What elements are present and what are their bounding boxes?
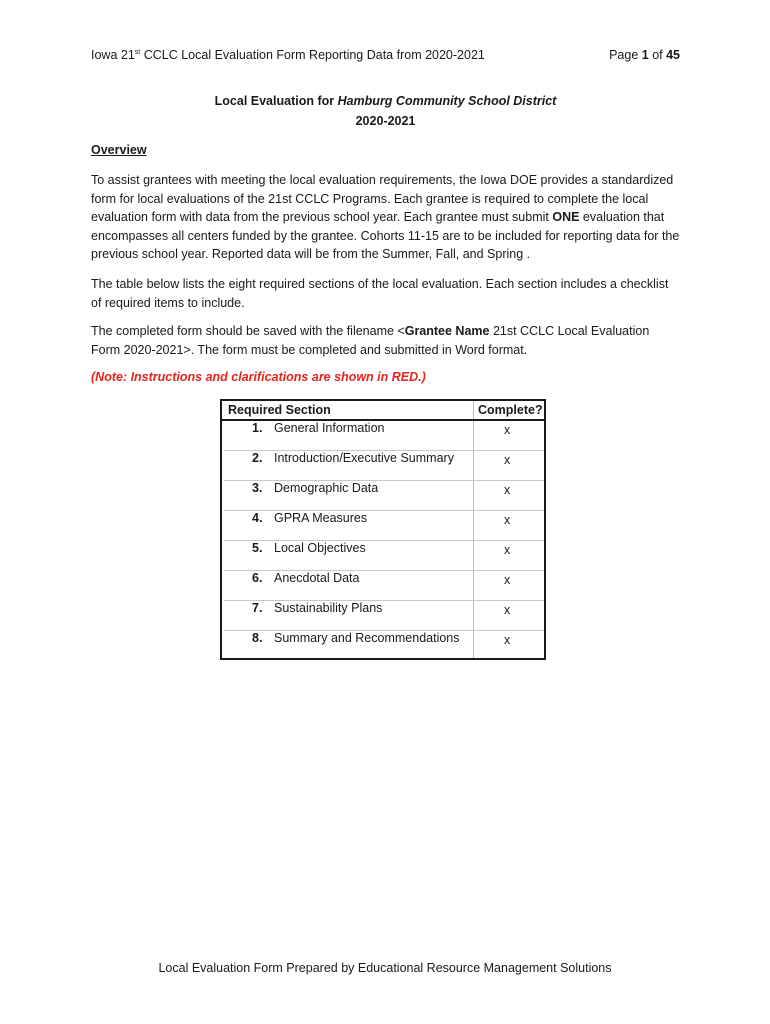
table-row: 4. GPRA Measures x: [222, 511, 544, 541]
table-row: 5. Local Objectives x: [222, 541, 544, 571]
table-row: 7. Sustainability Plans x: [222, 601, 544, 631]
column-header-section: Required Section: [228, 403, 331, 417]
overview-paragraph-1: To assist grantees with meeting the local evaluation requirements, the Iowa DOE provides a standardized form for local evaluations of the 21st CCLC Programs. Each grantee is required to complete the local evaluation form with data from the previous school year. Each grantee must submit ONE evaluation that encompasses all centers funded by the grantee. Cohorts 11-15 are to be included for reporting data for the previous school year. Reported data will be from the Summer, Fall, and Spring .: [91, 173, 680, 261]
table-row: 2. Introduction/Executive Summary x: [222, 451, 544, 481]
overview-paragraph-2: The table below lists the eight required sections of the local evaluation. Each section includes a checklist of required items to include.: [91, 277, 669, 310]
header-title: Iowa 21st CCLC Local Evaluation Form Reporting Data from 2020-2021: [91, 48, 485, 62]
table-row: 8. Summary and Recommendations x: [252, 631, 511, 647]
overview-paragraph-3: The completed form should be saved with the filename <Grantee Name 21st CCLC Local Evaluation Form 2020-2021>. The form must be completed and submitted in Word format.: [91, 324, 650, 357]
table-row: 1. General Information x: [222, 421, 544, 451]
required-sections-table: [220, 399, 546, 660]
page-footer: Local Evaluation Form Prepared by Educational Resource Management Solutions: [158, 961, 612, 975]
instructions-note: (Note: Instructions and clarifications are shown in RED.): [91, 370, 426, 384]
overview-heading: Overview: [91, 143, 147, 157]
document-title: Local Evaluation for Hamburg Community School District: [214, 94, 557, 108]
page-number: Page 1 of 45: [609, 48, 680, 62]
document-year: 2020-2021: [355, 114, 416, 128]
table-row: 6. Anecdotal Data x: [222, 571, 544, 601]
page-header: [91, 48, 680, 68]
district-name: Hamburg Community School District: [337, 94, 557, 108]
column-header-complete: Complete?: [478, 403, 543, 417]
table-row: 3. Demographic Data x: [222, 481, 544, 511]
